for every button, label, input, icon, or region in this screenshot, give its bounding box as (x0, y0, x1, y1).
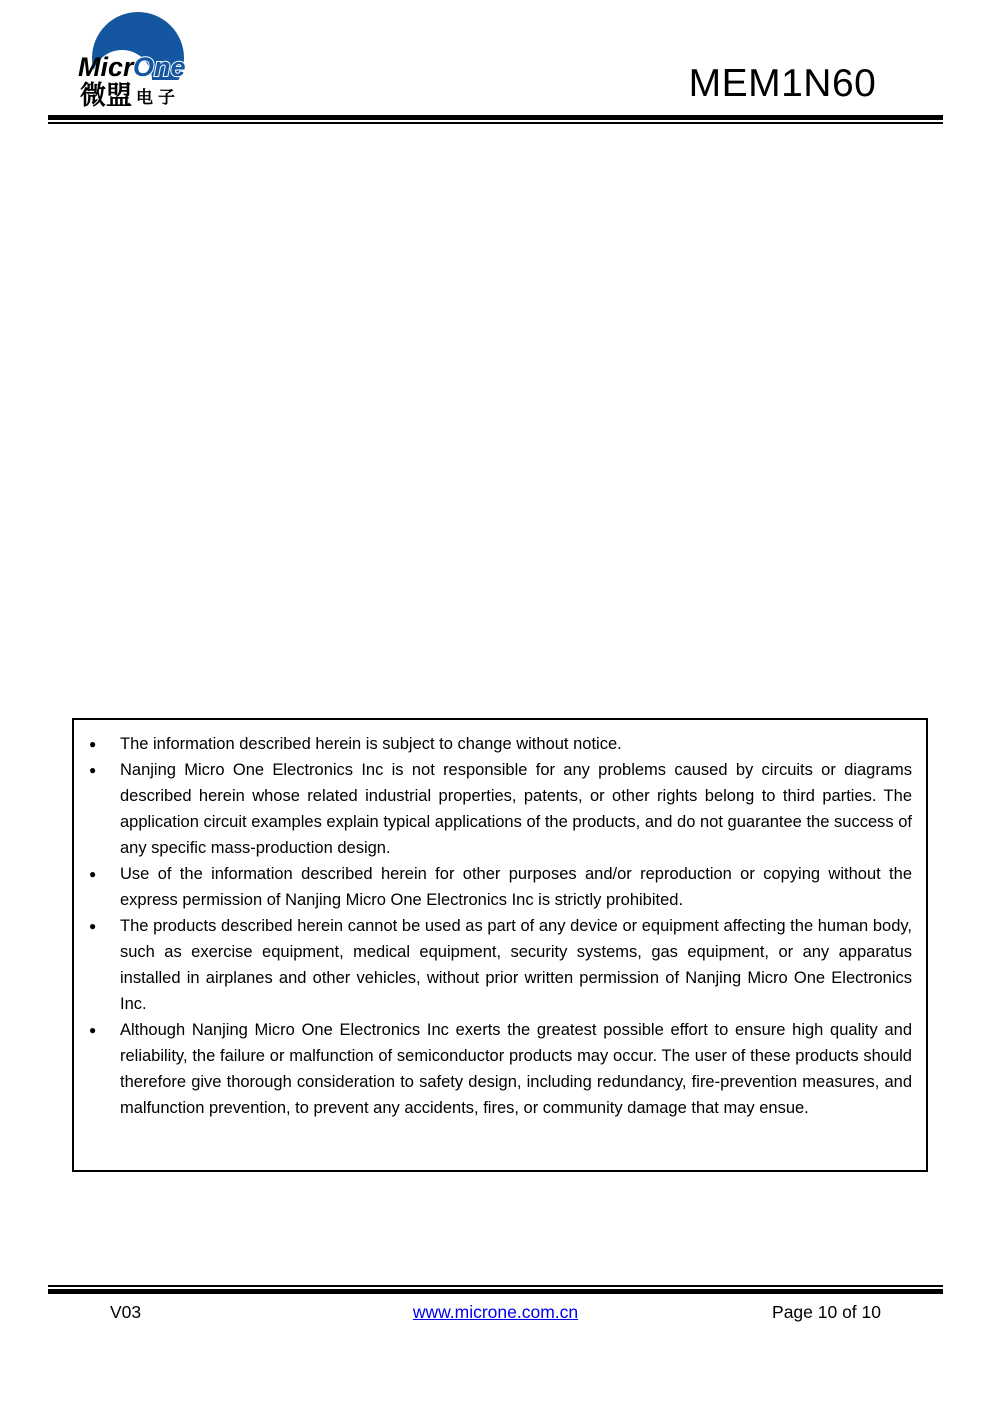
disclaimer-text: Nanjing Micro One Electronics Inc is not responsible for any problems caused by circuits or diagrams described herein whose related industrial properties, patents, or other rights belong to third parties. The application circuit examples explain typical applications of the products, and do not guarantee the success of any specific mass-production design. (120, 761, 912, 857)
header-rule (48, 115, 943, 124)
disclaimer-list (74, 731, 912, 1121)
list-item (74, 861, 912, 913)
bullet-icon: ● (89, 919, 97, 933)
footer-page-number: Page 10 of 10 (772, 1302, 881, 1322)
footer-rule (48, 1285, 943, 1294)
bullet-icon: ● (89, 867, 97, 881)
disclaimer-box (72, 718, 928, 1172)
header-rule-thin (48, 122, 943, 124)
disclaimer-text: The products described herein cannot be used as part of any device or equipment affecting the human body, such as exercise equipment, medical equipment, security systems, gas equipment, or any apparatus installed in airplanes and other vehicles, without prior written permission of Nanjing Micro One Electronics Inc. (120, 917, 912, 1013)
list-item (74, 757, 912, 861)
list-item (74, 731, 912, 757)
list-item (74, 1017, 912, 1121)
footer-version: V03 (110, 1302, 142, 1322)
disclaimer-text: Although Nanjing Micro One Electronics Inc exerts the greatest possible effort to ensure high quality and reliability, the failure or malfunction of semiconductor products may occur. The user of these products should therefore give thorough consideration to safety design, including redundancy, fire-prevention measures, and malfunction prevention, to prevent any accidents, fires, or community damage that may ensue. (120, 1021, 912, 1117)
logo-text-micr: Micr (78, 52, 134, 82)
bullet-icon: ● (89, 763, 97, 777)
bullet-icon: ● (89, 737, 97, 751)
microne-logo (78, 8, 210, 116)
disclaimer-text: The information described herein is subject to change without notice. (120, 735, 622, 753)
logo-text-one: One (133, 52, 186, 82)
list-item (74, 913, 912, 1017)
header-rule-thick (48, 115, 943, 120)
footer-rule-thick (48, 1289, 943, 1294)
logo-text-cn-main: 微盟 (80, 80, 133, 110)
website-link[interactable]: www.microne.com.cn (412, 1302, 579, 1322)
footer (48, 1299, 943, 1325)
logo-text-cn-sub: 电子 (136, 88, 180, 107)
bullet-icon: ● (89, 1023, 97, 1037)
footer-rule-thin (48, 1285, 943, 1287)
disclaimer-text: Use of the information described herein for other purposes and/or reproduction or copying without the express permission of Nanjing Micro One Electronics Inc is strictly prohibited. (120, 865, 912, 909)
page-title: MEM1N60 (688, 62, 877, 105)
